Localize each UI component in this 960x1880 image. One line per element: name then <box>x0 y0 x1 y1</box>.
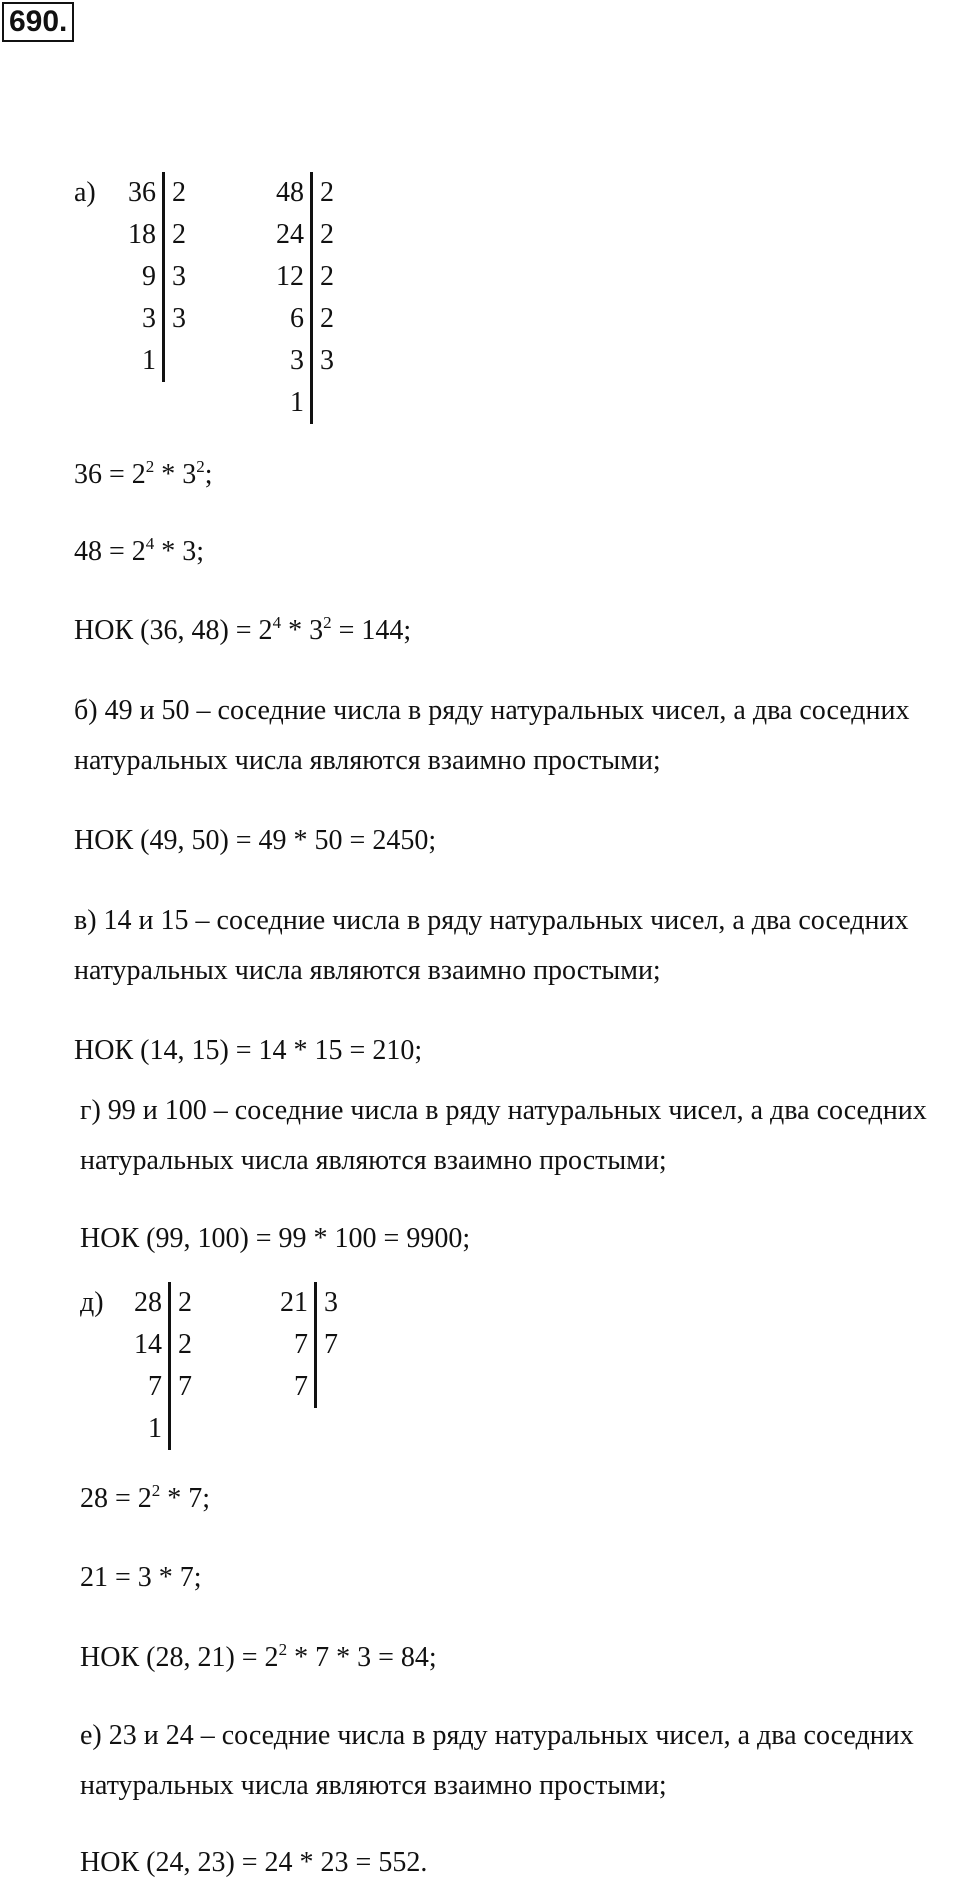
part-a-label: а) <box>74 177 96 208</box>
lcm-99-100: НОК (99, 100) = 99 * 100 = 9900; <box>80 1223 471 1254</box>
dividend: 48 <box>276 177 304 208</box>
dividend: 1 <box>290 387 304 418</box>
dividend: 1 <box>142 345 156 376</box>
dividend: 9 <box>142 261 156 292</box>
lcm-24-23: НОК (24, 23) = 24 * 23 = 552. <box>80 1847 428 1878</box>
part-e-line2: натуральных числа являются взаимно простыми; <box>80 1770 667 1801</box>
prime-divisor: 2 <box>178 1329 192 1360</box>
dividend: 36 <box>128 177 156 208</box>
lcm-36-48: НОК (36, $48) = 2^4 * 3^2 = 144$; <box>74 613 412 646</box>
factor-row <box>294 1370 484 1412</box>
prime-divisor: 2 <box>320 261 334 292</box>
factor-row <box>148 1412 338 1454</box>
lcm-14-15: НОК (14, 15) = 14 * 15 = 210; <box>74 1035 423 1066</box>
factor-row <box>290 302 480 344</box>
part-d-label: д) <box>80 1287 104 1318</box>
lcm-28-21: НОК (28, $21) = 2^2 * 7 * 3 = 84$; <box>80 1640 437 1673</box>
factor-row <box>290 386 480 428</box>
dividend: 1 <box>148 1413 162 1444</box>
dividend: 28 <box>134 1287 162 1318</box>
prime-divisor: 3 <box>324 1287 338 1318</box>
part-b-line2: натуральных числа являются взаимно простыми; <box>74 745 661 776</box>
equation-21: 21 = 3 * 7; <box>80 1562 202 1593</box>
equation-28: $28 = 2^2 * 7$; <box>80 1481 211 1514</box>
part-v-line2: натуральных числа являются взаимно простыми; <box>74 955 661 986</box>
dividend: 24 <box>276 219 304 250</box>
factor-row <box>280 1286 484 1328</box>
part-b-line1: б) 49 и 50 – соседние числа в ряду натуральных чисел, а два соседних <box>74 695 910 726</box>
dividend: 6 <box>290 303 304 334</box>
prime-divisor: 3 <box>172 261 186 292</box>
dividend: 3 <box>142 303 156 334</box>
dividend: 3 <box>290 345 304 376</box>
prime-divisor: 2 <box>320 219 334 250</box>
factor-row <box>276 218 480 260</box>
prime-divisor: 2 <box>320 177 334 208</box>
equation-36: $36 = 2^2 * 3^2$; <box>74 457 213 490</box>
prime-divisor: 7 <box>178 1371 192 1402</box>
factor-row <box>276 260 480 302</box>
dividend: 18 <box>128 219 156 250</box>
prime-divisor: 3 <box>320 345 334 376</box>
factor-row <box>294 1328 484 1370</box>
dividend: 7 <box>294 1371 308 1402</box>
dividend: 12 <box>276 261 304 292</box>
prime-divisor: 2 <box>172 219 186 250</box>
part-g-line1: г) 99 и 100 – соседние числа в ряду натуральных чисел, а два соседних <box>80 1095 927 1126</box>
dividend: 7 <box>294 1329 308 1360</box>
prime-divisor: 2 <box>172 177 186 208</box>
dividend: 7 <box>148 1371 162 1402</box>
factor-row <box>290 344 480 386</box>
problem-number: 690. <box>2 2 74 42</box>
dividend: 21 <box>280 1287 308 1318</box>
part-v-line1: в) 14 и 15 – соседние числа в ряду натуральных чисел, а два соседних <box>74 905 909 936</box>
part-g-line2: натуральных числа являются взаимно простыми; <box>80 1145 667 1176</box>
prime-divisor: 2 <box>320 303 334 334</box>
prime-divisor: 2 <box>178 1287 192 1318</box>
dividend: 14 <box>134 1329 162 1360</box>
prime-divisor: 3 <box>172 303 186 334</box>
part-e-line1: е) 23 и 24 – соседние числа в ряду натуральных чисел, а два соседних <box>80 1720 914 1751</box>
lcm-49-50: НОК (49, 50) = 49 * 50 = 2450; <box>74 825 437 856</box>
prime-divisor: 7 <box>324 1329 338 1360</box>
equation-48: $48 = 2^4 * 3$; <box>74 534 205 567</box>
factor-row <box>276 176 480 218</box>
